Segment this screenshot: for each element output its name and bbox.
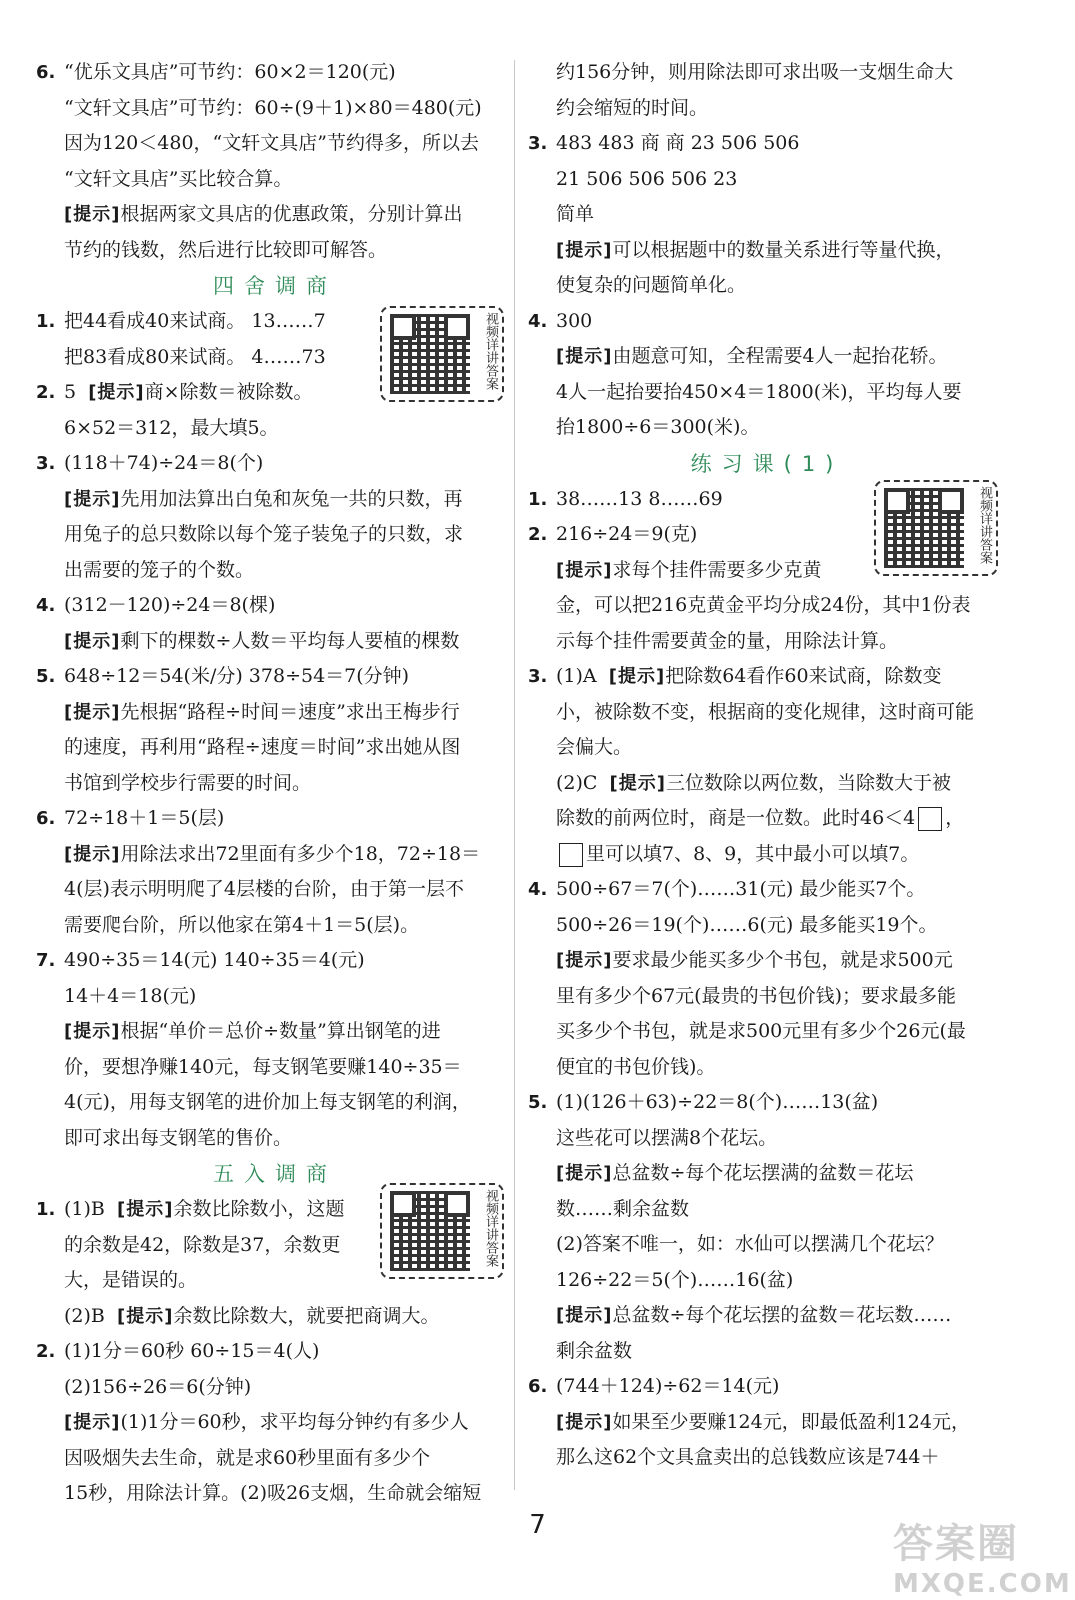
qr-label: 视频详讲答案 bbox=[483, 312, 498, 390]
section-heading: 练习课(1) bbox=[690, 451, 844, 476]
qr-code-icon[interactable] bbox=[380, 306, 504, 402]
answer-line: 6. “优乐文具店”可节约：60×2＝120(元) bbox=[36, 55, 514, 91]
blank-box bbox=[559, 843, 583, 867]
blank-box bbox=[918, 807, 942, 831]
question-number: 6. bbox=[36, 62, 56, 83]
column-divider bbox=[514, 60, 515, 1490]
qr-code-icon[interactable] bbox=[874, 480, 998, 576]
qr-label: 视频详讲答案 bbox=[977, 486, 992, 564]
section-heading: 五入调商 bbox=[213, 1162, 337, 1186]
right-column: 约156分钟，则用除法即可求出吸一支烟生命大 约会缩短的时间。 3. 483 483 商 商 23 506 506 21 506 506 506 23 简单 [提示]可以根据题中的数量关系进行等量代换， 使复杂的问题简单化。 4. 300 [提示]由题意可知，全程需要4人一起抬花轿。 4人一起抬要抬450×4＝1800(米)，平均每人要 抬1800÷6＝300(米)。 练习课(1) 1. 38……13 8……69 2. 216÷24＝9(克) [提示]求每个挂件需要多少克黄 金，可以把216克黄金平均分成24份，其中1份表 示每个挂件需要黄金的量，用除法计算。 3. (1)A [提示]把除数64看作60来试商，除数变 小，被除数不变，根据商的变化规律，这时商可能 会偏大。 (2)C [提示]三位数除以两位数，当除数大于被 除数的前两位时，商是一位数。此时46＜4 ， 里可以填7、8、9，其中最小可以填7。 4. 500÷67＝7(个)……31(元) 最少能买7个。 500÷26＝19(个)……6(元) 最多能买19个。 [提示]要求最少能买多少个书包，就是求500元 里有多少个67元(最贵的书包价钱)；要求最多能 买多少个书包，就是求500元里有多少个26元(最 便宜的书包价钱)。 5. (1)(126＋63)÷22＝8(个)……13(盆) 这些花可以摆满8个花坛。 [提示]总盆数÷每个花坛摆满的盆数＝花坛 数……剩余盆数 (2)答案不唯一，如：水仙可以摆满几个花坛？ 126÷22＝5(个)……16(盆) [提示]总盆数÷每个花坛摆的盆数＝花坛数…… 剩余盆数 6. (744＋124)÷62＝14(元) [提示]如果至少要赚124元，即最低盈利124元， 那么这62个文具盒卖出的总钱数应该是744＋ bbox=[528, 55, 1006, 1476]
hint-line: [提示]根据两家文具店的优惠政策，分别计算出 bbox=[64, 203, 463, 225]
watermark: 答案圈 MXQE.COM bbox=[893, 1521, 1072, 1599]
page-number: 7 bbox=[529, 1510, 546, 1540]
section-heading: 四舍调商 bbox=[213, 274, 337, 298]
qr-label: 视频详讲答案 bbox=[483, 1189, 498, 1267]
left-column: 6. “优乐文具店”可节约：60×2＝120(元) “文轩文具店”可节约：60÷(9＋1)×80＝480(元) 因为120＜480，“文轩文具店”节约得多，所以去 “文轩文具店”买比较合算。 [提示]根据两家文具店的优惠政策，分别计算出 节约的钱数，然后进行比较即可解答。 四舍调商 1. 把44看成40来试商。 13……7 把83看成80来试商。 4……73 2. 5 [提示]商×除数＝被除数。 6×52＝312，最大填5。 3. (118＋74)÷24＝8(个) [提示]先用加法算出白兔和灰兔一共的只数，再 用兔子的总只数除以每个笼子装兔子的只数，求 出需要的笼子的个数。 4. (312－120)÷24＝8(棵) [提示]剩下的棵数÷人数＝平均每人要植的棵数 5. 648÷12＝54(米/分) 378÷54＝7(分钟) [提示]先根据“路程÷时间＝速度”求出王梅步行 的速度，再利用“路程÷速度＝时间”求出她从图 书馆到学校步行需要的时间。 6. 72÷18＋1＝5(层) [提示]用除法求出72里面有多少个18，72÷18＝ 4(层)表示明明爬了4层楼的台阶，由于第一层不 需要爬台阶，所以他家在第4＋1＝5(层)。 7. 490÷35＝14(元) 140÷35＝4(元) 14＋4＝18(元) [提示]根据“单价＝总价÷数量”算出钢笔的进 价，要想净赚140元，每支钢笔要赚140÷35＝ 4(元)，用每支钢笔的进价加上每支钢笔的利润， 即可求出每支钢笔的售价。 五入调商 1. (1)B [提示]余数比除数小，这题 的余数是42，除数是37，余数更 大，是错误的。 (2)B [提示]余数比除数大，就要把商调大。 2. (1)1分＝60秒 60÷15＝4(人) (2)156÷26＝6(分钟) [提示](1)1分＝60秒，求平均每分钟约有多少人 因吸烟失去生命，就是求60秒里面有多少个 15秒，用除法计算。(2)吸26支烟，生命就会缩短 bbox=[36, 55, 514, 1512]
qr-code-icon[interactable] bbox=[380, 1183, 504, 1279]
